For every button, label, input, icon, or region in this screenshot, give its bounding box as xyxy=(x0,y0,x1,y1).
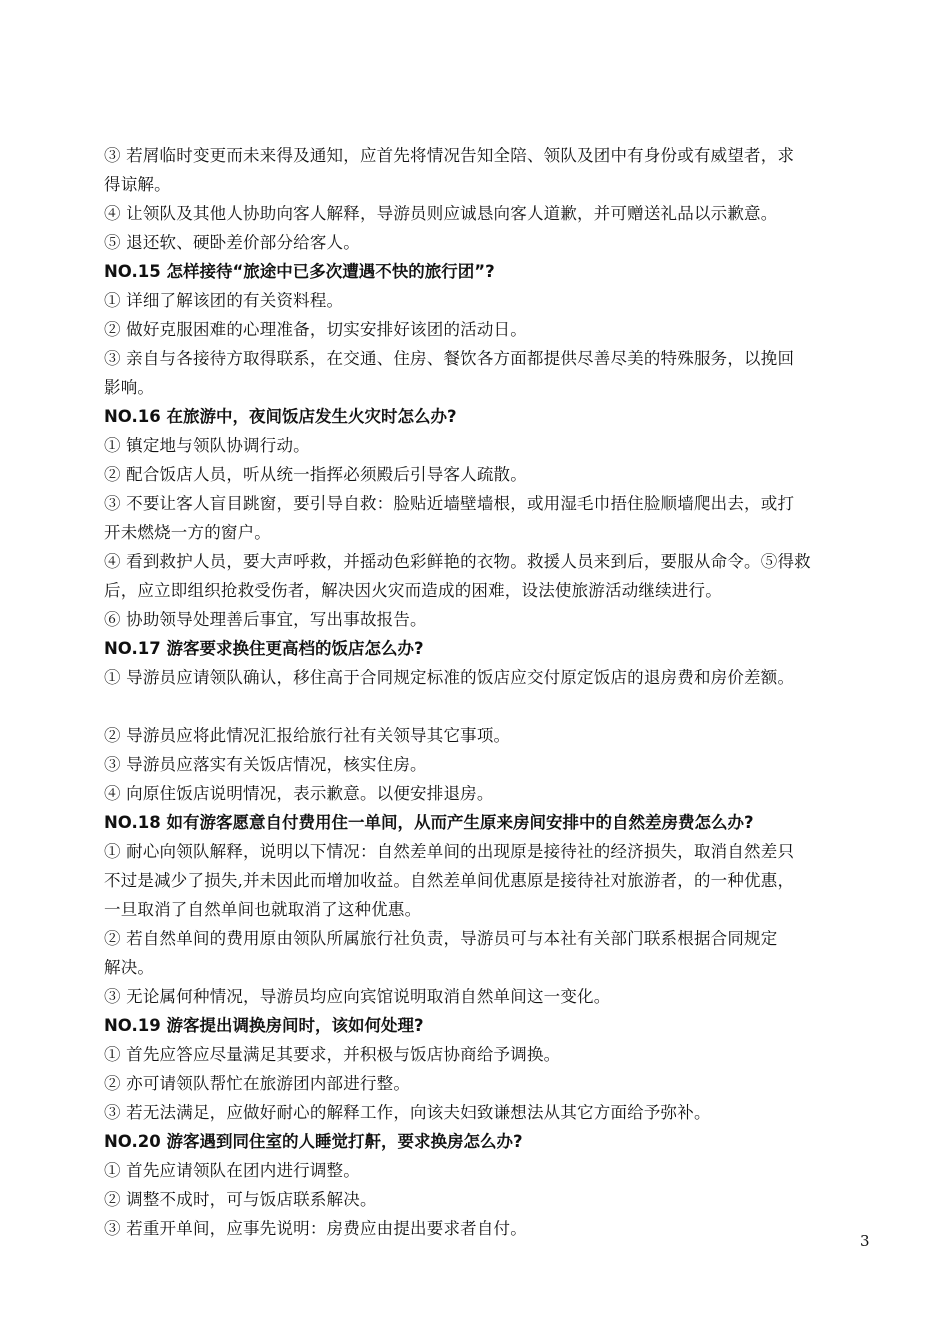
paragraph-line: ③ 无论属何种情况，导游员均应向宾馆说明取消自然单间这一变化。 xyxy=(104,987,611,1006)
paragraph-line: ③ 若屑临时变更而未来得及通知，应首先将情况告知全陪、领队及团中有身份或有威望者，求 xyxy=(104,146,795,165)
paragraph-line: 解决。 xyxy=(104,958,155,977)
section-heading-no20: NO.20 游客遇到同住室的人睡觉打鼾，要求换房怎么办? xyxy=(104,1132,523,1151)
paragraph-line: 一旦取消了自然单间也就取消了这种优惠。 xyxy=(104,900,422,919)
paragraph-line: 得谅解。 xyxy=(104,175,171,194)
paragraph-line: ③ 不要让客人盲目跳窗，要引导自救：脸贴近墙壁墙根，或用湿毛巾捂住脸顺墙爬出去，或打 xyxy=(104,494,795,513)
paragraph-line: 影响。 xyxy=(104,378,155,397)
page-number: 3 xyxy=(860,1232,870,1250)
paragraph-line: ① 耐心向领队解释，说明以下情况：自然差单间的出现原是接待社的经济损失，取消自然差只 xyxy=(104,842,795,861)
paragraph-line: ③ 亲自与各接待方取得联系，在交通、住房、餐饮各方面都提供尽善尽美的特殊服务，以挽回 xyxy=(104,349,795,368)
section-heading-no16: NO.16 在旅游中，夜间饭店发生火灾时怎么办? xyxy=(104,407,457,426)
paragraph-line: ① 首先应请领队在团内进行调整。 xyxy=(104,1161,360,1180)
paragraph-line: ① 导游员应请领队确认，移住高于合同规定标准的饭店应交付原定饭店的退房费和房价差额。 xyxy=(104,668,795,687)
paragraph-line: ⑥ 协助领导处理善后事宜，写出事故报告。 xyxy=(104,610,427,629)
paragraph-line: ③ 若重开单间，应事先说明：房费应由提出要求者自付。 xyxy=(104,1219,527,1238)
paragraph-line: ⑤ 退还软、硬卧差价部分给客人。 xyxy=(104,233,360,252)
blank-line xyxy=(104,692,884,721)
section-heading-no17: NO.17 游客要求换住更高档的饭店怎么办? xyxy=(104,639,424,658)
paragraph-line: ② 亦可请领队帮忙在旅游团内部进行整。 xyxy=(104,1074,411,1093)
paragraph-line: ④ 看到救护人员，要大声呼救，并摇动色彩鲜艳的衣物。救援人员来到后，要服从命令。⑤得救 xyxy=(104,552,811,571)
paragraph-line: 不过是减少了损失,并未因此而增加收益。自然差单间优惠原是接待社对旅游者，的一种优惠， xyxy=(104,871,795,890)
paragraph-line: ④ 让领队及其他人协助向客人解释，导游员则应诚恳向客人道歉，并可赠送礼品以示歉意。 xyxy=(104,204,778,223)
paragraph-line: ② 做好克服困难的心理准备，切实安排好该团的活动日。 xyxy=(104,320,527,339)
paragraph-line: ③ 导游员应落实有关饭店情况，核实住房。 xyxy=(104,755,427,774)
paragraph-line: ① 首先应答应尽量满足其要求，并积极与饭店协商给予调换。 xyxy=(104,1045,561,1064)
paragraph-line: ③ 若无法满足，应做好耐心的解释工作，向该夫妇致谦想法从其它方面给予弥补。 xyxy=(104,1103,711,1122)
paragraph-line: 开未燃烧一方的窗户。 xyxy=(104,523,271,542)
paragraph-line: 后，应立即组织抢救受伤者，解决因火灾而造成的困难，设法使旅游活动继续进行。 xyxy=(104,581,722,600)
paragraph-line: ② 若自然单间的费用原由领队所属旅行社负责，导游员可与本社有关部门联系根据合同规定 xyxy=(104,929,778,948)
paragraph-line: ② 导游员应将此情况汇报给旅行社有关领导其它事项。 xyxy=(104,726,511,745)
document-body xyxy=(104,141,884,1243)
paragraph-line: ① 镇定地与领队协调行动。 xyxy=(104,436,310,455)
paragraph-line: ② 调整不成时，可与饭店联系解决。 xyxy=(104,1190,377,1209)
section-heading-no19: NO.19 游客提出调换房间时，该如何处理? xyxy=(104,1016,424,1035)
paragraph-line: ② 配合饭店人员，听从统一指挥必须殿后引导客人疏散。 xyxy=(104,465,527,484)
paragraph-line: ① 详细了解该团的有关资料程。 xyxy=(104,291,344,310)
paragraph-line: ④ 向原住饭店说明情况，表示歉意。以便安排退房。 xyxy=(104,784,494,803)
section-heading-no15: NO.15 怎样接待“旅途中已多次遭遇不快的旅行团”? xyxy=(104,262,495,281)
section-heading-no18: NO.18 如有游客愿意自付费用住一单间，从而产生原来房间安排中的自然差房费怎么办? xyxy=(104,813,754,832)
